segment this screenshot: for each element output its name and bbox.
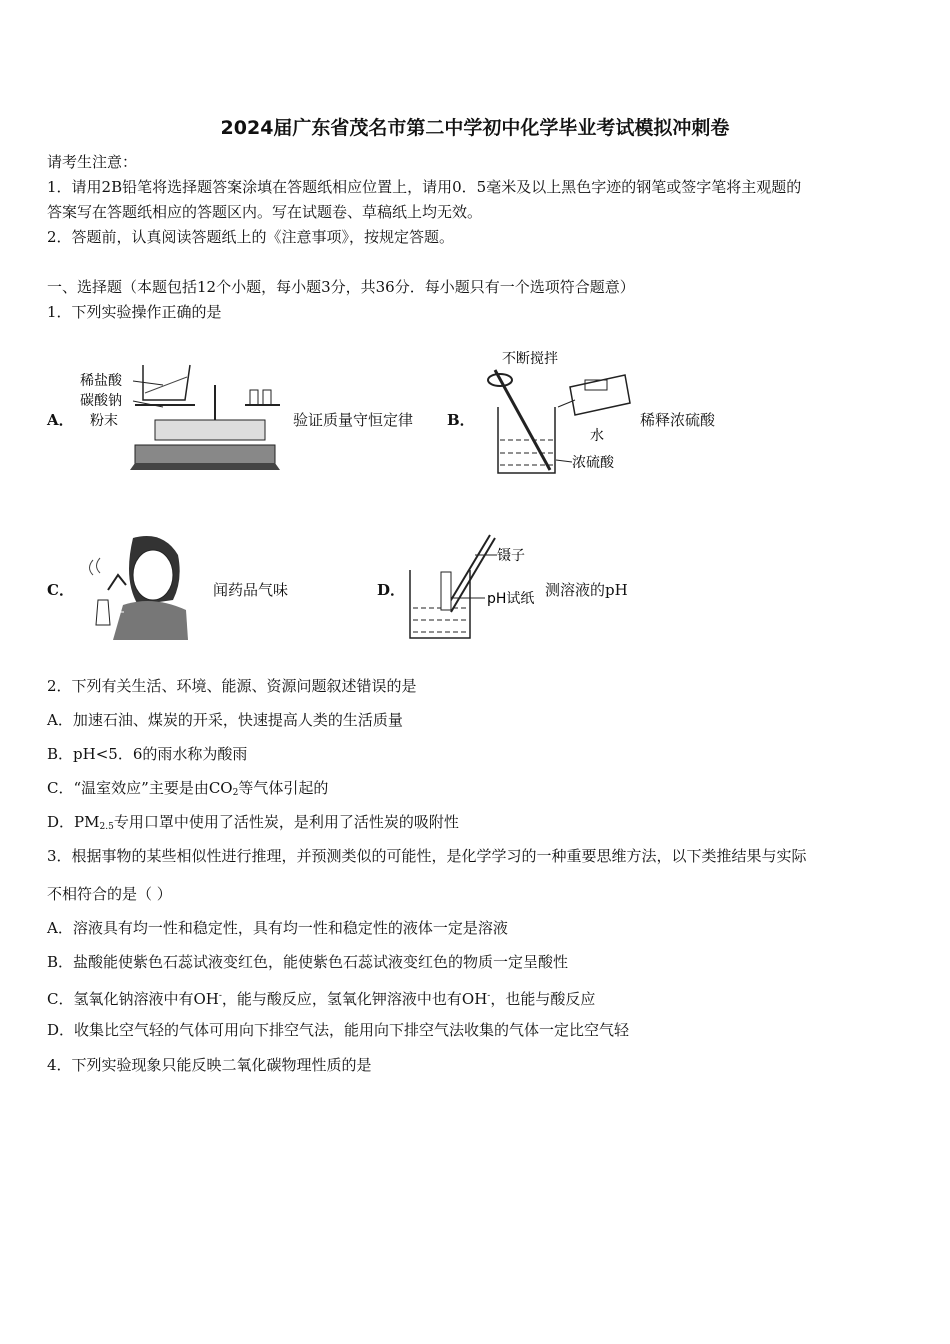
q1-option-a-letter: A． (47, 411, 74, 429)
notice-line-1b: 答案写在答题纸相应的答题区内。写在试题卷、草稿纸上均无效。 (47, 203, 483, 221)
notice-line-2: 2．答题前，认真阅读答题纸上的《注意事项》，按规定答题。 (47, 228, 455, 246)
notice-heading: 请考生注意： (47, 153, 138, 171)
q1-option-c-text: 闻药品气味 (213, 581, 289, 599)
q1-option-d-letter: D． (377, 581, 406, 599)
q2-option-d: D．$PM_{2.5}$专用口罩中使用了活性炭，是利用了活性炭的吸附性 (47, 813, 459, 832)
q3-option-d: D．收集比空气轻的气体可用向下排空气法，能用向下排空气法收集的气体一定比空气轻 (47, 1021, 630, 1039)
fig-label-powder: 粉末 (90, 413, 118, 429)
section-heading: 一、选择题（本题包括12个小题，每小题3分，共36分．每小题只有一个选项符合题意） (47, 278, 635, 296)
fig-label-stir: 不断搅拌 (502, 351, 558, 367)
notice-line-1: 1．请用2B铅笔将选择题答案涂填在答题纸相应位置上，请用0．5毫米及以上黑色字迹的钢笔或签字笔将主观题的 (47, 178, 802, 196)
fig-label-ph-paper: pH试纸 (487, 591, 535, 607)
q1-option-b-letter: B． (447, 411, 475, 429)
fig-label-water: 水 (590, 428, 604, 444)
fig-label-conc-acid: 浓硫酸 (572, 455, 614, 471)
fig-label-na2co3: 碳酸钠 (80, 393, 122, 409)
q3-stem-2: 不相符合的是（ ） (47, 885, 172, 903)
q3-option-c: C．氢氧化钠溶液中有OH-，能与酸反应，氢氧化钾溶液中也有OH-，也能与酸反应 (47, 990, 596, 1008)
q3-option-b: B．盐酸能使紫色石蕊试液变红色，能使紫色石蕊试液变红色的物质一定呈酸性 (47, 953, 569, 971)
q1-option-d-text: 测溶液的pH (545, 581, 628, 599)
q3-stem-1: 3．根据事物的某些相似性进行推理，并预测类似的可能性，是化学学习的一种重要思维方法，以下类推结果与实际 (47, 847, 807, 865)
q1-stem: 1．下列实验操作正确的是 (47, 303, 222, 321)
dilution-figure (480, 345, 640, 475)
q3-option-a: A．溶液具有均一性和稳定性，具有均一性和稳定性的液体一定是溶液 (47, 919, 508, 937)
page-title: 2024届广东省茂名市第二中学初中化学毕业考试模拟冲刺卷 (220, 117, 730, 139)
q1-option-a-text: 验证质量守恒定律 (293, 411, 414, 429)
balance-figure (75, 355, 285, 475)
q2-stem: 2．下列有关生活、环境、能源、资源问题叙述错误的是 (47, 677, 417, 695)
fig-label-tweezers: 镊子 (497, 548, 525, 564)
ph-figure (405, 530, 545, 642)
q1-option-b-text: 稀释浓硫酸 (640, 411, 716, 429)
q2-option-b: B．pH<5．6的雨水称为酸雨 (47, 745, 248, 763)
q2-option-a: A．加速石油、煤炭的开采，快速提高人类的生活质量 (47, 711, 403, 729)
q1-option-c-letter: C． (47, 581, 74, 599)
q4-stem: 4．下列实验现象只能反映二氧化碳物理性质的是 (47, 1056, 372, 1074)
smell-figure (78, 530, 190, 642)
q2-option-c: C．“温室效应”主要是由$CO_2$等气体引起的 (47, 779, 329, 798)
fig-label-hcl: 稀盐酸 (80, 373, 122, 389)
